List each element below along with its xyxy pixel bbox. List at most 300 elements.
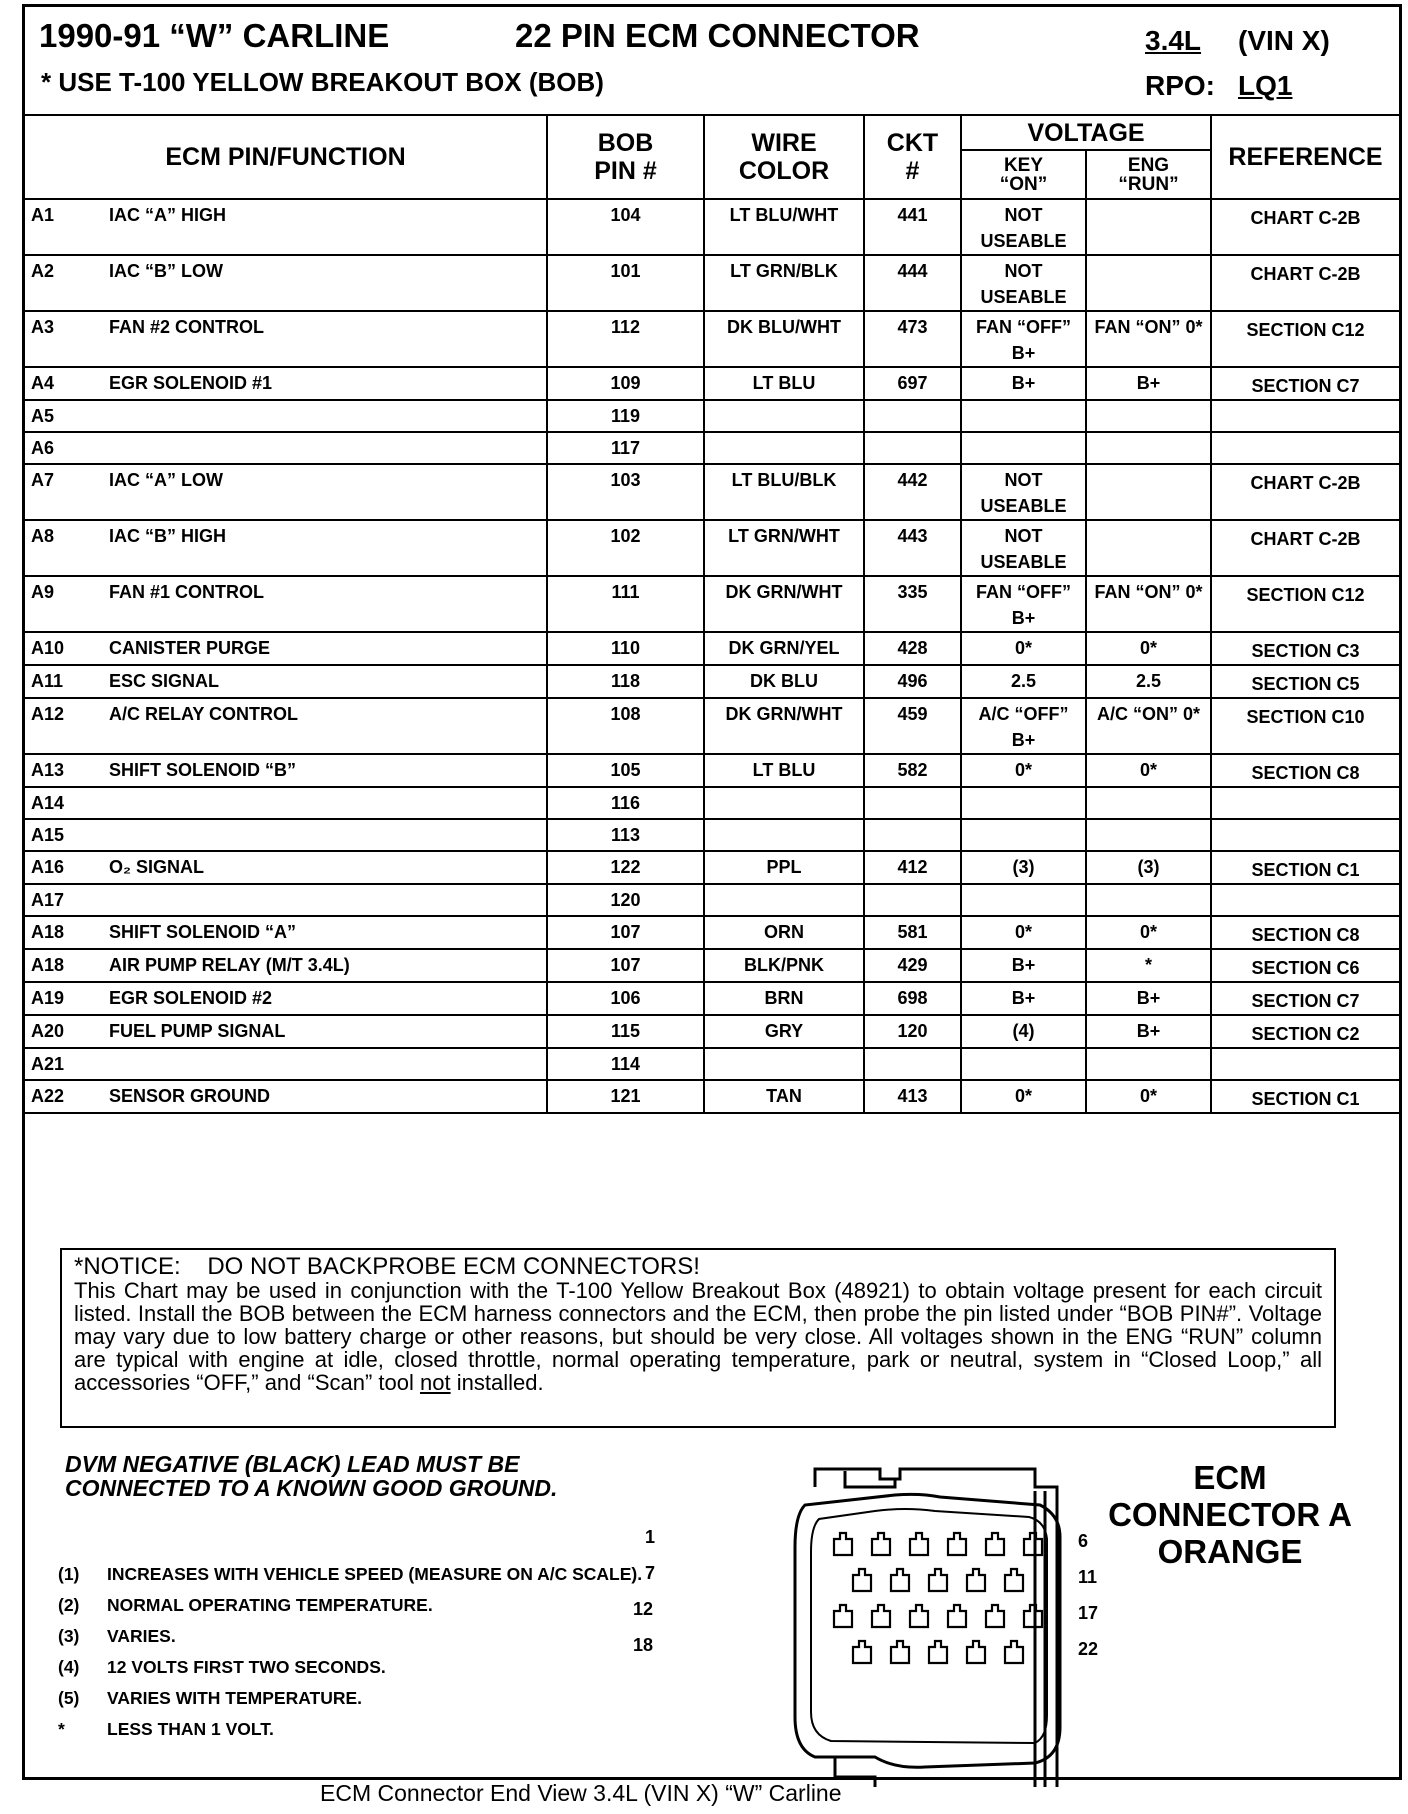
wire-color-cell-value: LT BLU xyxy=(752,373,816,393)
pin-number: A15 xyxy=(31,825,65,845)
pin-number: A18 xyxy=(31,922,65,942)
pin-label-right-2: 11 xyxy=(1078,1567,1098,1587)
pin-function: FUEL PUMP SIGNAL xyxy=(109,1021,286,1041)
reference-cell xyxy=(1211,520,1399,576)
key-on-cell-value: 0* xyxy=(1014,922,1032,942)
reference-cell xyxy=(1211,432,1399,464)
pin-function-cell xyxy=(25,884,547,916)
ckt-cell-value: 441 xyxy=(897,205,928,225)
pin-number: A9 xyxy=(31,582,55,602)
bob-pin-cell-value: 101 xyxy=(610,261,641,281)
key-on-cell-value: FAN “OFF” B+ xyxy=(976,582,1071,628)
eng-run-cell xyxy=(1086,464,1211,520)
bob-pin-cell xyxy=(547,754,704,787)
bob-pin-cell-value: 119 xyxy=(610,406,641,426)
footnotes xyxy=(58,1559,642,1745)
key-on-cell xyxy=(961,698,1086,754)
footnote-item xyxy=(58,1652,642,1683)
footnote-text: VARIES WITH TEMPERATURE. xyxy=(107,1688,363,1708)
bob-pin-cell xyxy=(547,884,704,916)
pin-function: CANISTER PURGE xyxy=(109,638,271,658)
footnote-text: NORMAL OPERATING TEMPERATURE. xyxy=(107,1595,433,1615)
table-row xyxy=(25,819,1399,851)
pin-number: A18 xyxy=(31,955,65,975)
table-row xyxy=(25,665,1399,698)
connector-label-line-3: ORANGE xyxy=(1157,1533,1303,1570)
pinout-table xyxy=(25,114,1399,1114)
eng-run-cell-value: A/C “ON” 0* xyxy=(1096,704,1201,724)
notice-body: This Chart may be used in conjunction with the T-100 Yellow Breakout Box (48921) to obtain voltage present for each circuit listed. Install the BOB between the ECM harness connectors and the ECM, then probe the pin listed under “BOB PIN#”. Voltage may vary due to low battery charge or other reasons, but should be very close. All voltages shown in the ENG “RUN” column are typical with engine at idle, closed throttle, normal operating temperature, park or neutral, system in “Closed Loop,” all accessories “OFF,” and “Scan” tool xyxy=(74,1278,1322,1395)
ckt-cell-value: 335 xyxy=(897,582,928,602)
pin-cavity xyxy=(929,1641,947,1663)
dvm-warning xyxy=(65,1452,557,1500)
connector-label-line-2: CONNECTOR A xyxy=(1108,1496,1352,1533)
wire-color-cell-value: DK GRN/WHT xyxy=(725,582,843,602)
table-row xyxy=(25,632,1399,665)
pin-label-left-3: 12 xyxy=(633,1599,654,1619)
eng-run-cell xyxy=(1086,754,1211,787)
wire-color-cell-value: BRN xyxy=(764,988,804,1008)
footnote-text: LESS THAN 1 VOLT. xyxy=(107,1719,274,1739)
wire-color-cell xyxy=(704,916,864,949)
reference-cell-value: SECTION C7 xyxy=(1251,991,1360,1011)
ckt-cell-value: 473 xyxy=(897,317,928,337)
bob-pin-cell xyxy=(547,1048,704,1080)
key-on-cell xyxy=(961,576,1086,632)
reference-cell xyxy=(1211,632,1399,665)
dvm-warning-line-2: CONNECTED TO A KNOWN GOOD GROUND. xyxy=(65,1475,558,1501)
table-row xyxy=(25,1015,1399,1048)
pin-function-cell xyxy=(25,199,547,255)
wire-color-cell xyxy=(704,665,864,698)
pin-function: SHIFT SOLENOID “A” xyxy=(109,922,297,942)
wire-color-cell-value: LT GRN/BLK xyxy=(730,261,838,281)
pin-function-cell xyxy=(25,698,547,754)
pin-label-left-1: 1 xyxy=(645,1527,656,1547)
bob-pin-cell xyxy=(547,367,704,400)
key-on-cell xyxy=(961,1048,1086,1080)
ckt-cell xyxy=(864,884,961,916)
key-on-header-text: KEY “ON” xyxy=(999,154,1048,195)
col-header-pin-function: ECM PIN/FUNCTION xyxy=(25,115,547,199)
wire-color-cell xyxy=(704,576,864,632)
col-header-voltage: VOLTAGE xyxy=(961,115,1211,150)
eng-run-cell-value: * xyxy=(1144,955,1152,975)
pin-cavity xyxy=(853,1569,871,1591)
pin-number: A7 xyxy=(31,470,55,490)
table-row xyxy=(25,754,1399,787)
col-header-ckt xyxy=(864,115,961,199)
engine-size: 3.4L xyxy=(1145,25,1202,56)
wire-color-cell xyxy=(704,199,864,255)
eng-run-cell-value: FAN “ON” 0* xyxy=(1094,317,1203,337)
wire-color-cell xyxy=(704,982,864,1015)
reference-cell xyxy=(1211,1015,1399,1048)
pin-function-cell xyxy=(25,1048,547,1080)
reference-cell-value: SECTION C3 xyxy=(1251,641,1360,661)
key-on-cell-value: B+ xyxy=(1011,988,1036,1008)
ckt-cell xyxy=(864,632,961,665)
pinout-table-body xyxy=(25,199,1399,1113)
reference-cell-value: SECTION C1 xyxy=(1251,860,1360,880)
pin-cavity xyxy=(1005,1641,1023,1663)
bob-pin-cell xyxy=(547,520,704,576)
wire-color-cell-value: TAN xyxy=(766,1086,802,1106)
wire-color-cell-value: DK BLU xyxy=(750,671,818,691)
eng-run-cell xyxy=(1086,632,1211,665)
table-row xyxy=(25,576,1399,632)
wire-color-cell xyxy=(704,632,864,665)
bob-pin-cell xyxy=(547,576,704,632)
pin-cavity xyxy=(1024,1605,1042,1627)
eng-run-cell xyxy=(1086,884,1211,916)
bob-pin-cell-value: 103 xyxy=(610,470,641,490)
table-row xyxy=(25,255,1399,311)
key-on-cell-value: (4) xyxy=(1012,1021,1035,1041)
table-row xyxy=(25,949,1399,982)
key-on-cell xyxy=(961,949,1086,982)
wire-color-cell-value: LT BLU xyxy=(752,760,816,780)
connector-title: 22 PIN ECM CONNECTOR xyxy=(515,17,920,54)
eng-run-cell xyxy=(1086,916,1211,949)
key-on-cell-value: 2.5 xyxy=(1010,671,1037,691)
ckt-cell-value: 697 xyxy=(897,373,928,393)
key-on-cell-value: 0* xyxy=(1014,1086,1032,1106)
pin-number: A10 xyxy=(31,638,65,658)
pin-function: O₂ SIGNAL xyxy=(109,857,205,877)
key-on-cell xyxy=(961,916,1086,949)
bob-pin-cell xyxy=(547,851,704,884)
pin-function-cell xyxy=(25,400,547,432)
ckt-cell xyxy=(864,819,961,851)
key-on-cell-value: 0* xyxy=(1014,638,1032,658)
bob-pin-cell-value: 115 xyxy=(610,1021,641,1041)
pin-number: A16 xyxy=(31,857,65,877)
table-row xyxy=(25,982,1399,1015)
col-header-reference: REFERENCE xyxy=(1211,115,1399,199)
pin-number: A8 xyxy=(31,526,55,546)
ckt-cell-value: 582 xyxy=(897,760,928,780)
eng-run-cell xyxy=(1086,665,1211,698)
eng-run-cell xyxy=(1086,1015,1211,1048)
pin-number: A22 xyxy=(31,1086,65,1106)
pin-cavity xyxy=(834,1533,852,1555)
pin-cavity xyxy=(872,1605,890,1627)
wire-color-cell xyxy=(704,464,864,520)
pin-number: A19 xyxy=(31,988,65,1008)
key-on-cell xyxy=(961,665,1086,698)
ckt-cell-value: 443 xyxy=(897,526,928,546)
eng-run-cell xyxy=(1086,1080,1211,1113)
eng-run-cell-value: 2.5 xyxy=(1135,671,1162,691)
eng-run-cell xyxy=(1086,1048,1211,1080)
pin-function: EGR SOLENOID #1 xyxy=(109,373,273,393)
pin-function-cell xyxy=(25,367,547,400)
eng-run-header-text: ENG “RUN” xyxy=(1118,154,1179,195)
eng-run-cell-value: 0* xyxy=(1139,760,1157,780)
key-on-cell-value: NOT USEABLE xyxy=(980,470,1067,516)
ckt-cell xyxy=(864,1015,961,1048)
pin-label-right-1: 6 xyxy=(1078,1531,1089,1551)
table-row xyxy=(25,787,1399,819)
wire-color-cell-value: DK GRN/WHT xyxy=(725,704,843,724)
ckt-cell xyxy=(864,851,961,884)
pin-label-left-4: 18 xyxy=(633,1635,654,1655)
pin-function-cell xyxy=(25,255,547,311)
bob-pin-cell xyxy=(547,1015,704,1048)
pin-cavity xyxy=(986,1533,1004,1555)
pin-number: A4 xyxy=(31,373,55,393)
eng-run-cell xyxy=(1086,255,1211,311)
reference-cell-value: SECTION C2 xyxy=(1251,1024,1360,1044)
ckt-cell-value: 459 xyxy=(897,704,928,724)
pin-cavity xyxy=(891,1641,909,1663)
ckt-header-text: CKT # xyxy=(886,129,939,185)
pin-cavity xyxy=(1005,1569,1023,1591)
pin-cavities xyxy=(834,1533,1042,1663)
key-on-cell xyxy=(961,464,1086,520)
reference-cell xyxy=(1211,665,1399,698)
pin-function-cell xyxy=(25,982,547,1015)
wire-color-cell-value: LT BLU/BLK xyxy=(731,470,837,490)
eng-run-cell xyxy=(1086,787,1211,819)
eng-run-cell xyxy=(1086,819,1211,851)
pin-number: A21 xyxy=(31,1054,65,1074)
bob-pin-cell xyxy=(547,432,704,464)
wire-color-cell xyxy=(704,520,864,576)
reference-cell-value: CHART C-2B xyxy=(1250,529,1361,549)
key-on-cell xyxy=(961,819,1086,851)
col-header-wire-color xyxy=(704,115,864,199)
wire-color-cell xyxy=(704,884,864,916)
bob-pin-cell xyxy=(547,982,704,1015)
footnote-text: 12 VOLTS FIRST TWO SECONDS. xyxy=(107,1657,386,1677)
footnote-key: (2) xyxy=(58,1595,80,1615)
notice-title: *NOTICE: DO NOT BACKPROBE ECM CONNECTORS! xyxy=(74,1253,700,1280)
ckt-cell xyxy=(864,949,961,982)
key-on-cell-value: A/C “OFF” B+ xyxy=(978,704,1069,750)
reference-cell-value: SECTION C7 xyxy=(1251,376,1360,396)
eng-run-cell-value: B+ xyxy=(1136,373,1161,393)
dvm-warning-line-1: DVM NEGATIVE (BLACK) LEAD MUST BE xyxy=(65,1451,520,1477)
pin-function-cell xyxy=(25,1015,547,1048)
key-on-cell xyxy=(961,255,1086,311)
bob-pin-cell-value: 107 xyxy=(610,922,641,942)
reference-cell-value: SECTION C8 xyxy=(1251,925,1360,945)
footnote-key: (3) xyxy=(58,1626,80,1646)
bob-pin-cell-value: 113 xyxy=(610,825,641,845)
eng-run-cell-value: 0* xyxy=(1139,1086,1157,1106)
bob-pin-cell xyxy=(547,464,704,520)
bob-pin-cell xyxy=(547,199,704,255)
footnote-item xyxy=(58,1714,642,1745)
footnote-key: * xyxy=(58,1719,65,1739)
pin-number: A20 xyxy=(31,1021,65,1041)
reference-cell xyxy=(1211,199,1399,255)
ckt-cell xyxy=(864,311,961,367)
eng-run-cell-value: FAN “ON” 0* xyxy=(1094,582,1203,602)
ckt-cell xyxy=(864,520,961,576)
ckt-cell-value: 442 xyxy=(897,470,928,490)
ckt-cell-value: 429 xyxy=(897,955,928,975)
ecm-connector-diagram xyxy=(735,1457,1105,1787)
eng-run-cell-value: 0* xyxy=(1139,922,1157,942)
footnote-item xyxy=(58,1683,642,1714)
bob-pin-cell xyxy=(547,1080,704,1113)
key-on-cell xyxy=(961,754,1086,787)
pin-cavity xyxy=(891,1569,909,1591)
eng-run-cell xyxy=(1086,311,1211,367)
pin-function-cell xyxy=(25,787,547,819)
pin-function: A/C RELAY CONTROL xyxy=(109,704,299,724)
wire-color-cell xyxy=(704,432,864,464)
wire-color-cell xyxy=(704,851,864,884)
pin-number: A3 xyxy=(31,317,55,337)
bob-pin-cell-value: 117 xyxy=(610,438,641,458)
pin-function: AIR PUMP RELAY (M/T 3.4L) xyxy=(109,955,350,975)
wire-color-cell-value: GRY xyxy=(764,1021,804,1041)
ckt-cell xyxy=(864,432,961,464)
pin-number: A12 xyxy=(31,704,65,724)
bob-pin-header-text: BOB PIN # xyxy=(594,129,657,185)
bob-pin-cell-value: 105 xyxy=(610,760,641,780)
footnote-key: (1) xyxy=(58,1564,80,1584)
table-row xyxy=(25,698,1399,754)
reference-cell xyxy=(1211,916,1399,949)
key-on-cell-value: FAN “OFF” B+ xyxy=(976,317,1071,363)
reference-cell xyxy=(1211,464,1399,520)
wire-color-cell-value: PPL xyxy=(766,857,802,877)
wire-color-cell xyxy=(704,754,864,787)
pin-number: A17 xyxy=(31,890,65,910)
key-on-cell xyxy=(961,400,1086,432)
pin-number: A6 xyxy=(31,438,55,458)
reference-cell-value: SECTION C8 xyxy=(1251,763,1360,783)
wire-color-cell-value: LT BLU/WHT xyxy=(729,205,839,225)
ckt-cell xyxy=(864,255,961,311)
ckt-cell-value: 120 xyxy=(897,1021,928,1041)
bob-pin-cell xyxy=(547,311,704,367)
figure-caption: ECM Connector End View 3.4L (VIN X) “W” Carline xyxy=(320,1780,842,1806)
bob-pin-cell xyxy=(547,255,704,311)
pin-function-cell xyxy=(25,464,547,520)
pin-function-cell xyxy=(25,432,547,464)
key-on-cell-value: B+ xyxy=(1011,955,1036,975)
table-row xyxy=(25,464,1399,520)
bob-pin-cell xyxy=(547,819,704,851)
notice-body-end: installed. xyxy=(450,1370,544,1395)
ckt-cell-value: 444 xyxy=(897,261,928,281)
connector-label xyxy=(1105,1459,1355,1570)
reference-cell-value: SECTION C6 xyxy=(1251,958,1360,978)
reference-cell xyxy=(1211,400,1399,432)
table-row xyxy=(25,520,1399,576)
reference-cell xyxy=(1211,576,1399,632)
eng-run-cell xyxy=(1086,367,1211,400)
bob-pin-cell xyxy=(547,916,704,949)
pin-number: A11 xyxy=(31,671,64,691)
pin-label-right-4: 22 xyxy=(1078,1639,1099,1659)
pin-function-cell xyxy=(25,851,547,884)
eng-run-cell-value: (3) xyxy=(1137,857,1160,877)
footnote-key: (5) xyxy=(58,1688,80,1708)
footnote-text: INCREASES WITH VEHICLE SPEED (MEASURE ON A/C SCALE). xyxy=(107,1564,643,1584)
wire-color-cell xyxy=(704,698,864,754)
bob-pin-cell-value: 111 xyxy=(611,582,640,602)
key-on-cell-value: NOT USEABLE xyxy=(980,205,1067,251)
col-header-eng-run xyxy=(1086,150,1211,199)
col-header-key-on xyxy=(961,150,1086,199)
reference-cell xyxy=(1211,851,1399,884)
pin-cavity xyxy=(948,1533,966,1555)
reference-cell xyxy=(1211,884,1399,916)
pin-number: A2 xyxy=(31,261,55,281)
pin-function-cell xyxy=(25,576,547,632)
key-on-cell xyxy=(961,520,1086,576)
bob-pin-cell xyxy=(547,400,704,432)
pin-cavity xyxy=(967,1569,985,1591)
table-row xyxy=(25,199,1399,255)
pin-function: ESC SIGNAL xyxy=(109,671,220,691)
wire-color-cell-value: DK GRN/YEL xyxy=(728,638,840,658)
pin-cavity xyxy=(853,1641,871,1663)
eng-run-cell xyxy=(1086,400,1211,432)
pin-function-cell xyxy=(25,949,547,982)
connector-label-line-1: ECM xyxy=(1193,1459,1267,1496)
key-on-cell xyxy=(961,851,1086,884)
reference-cell xyxy=(1211,787,1399,819)
reference-cell xyxy=(1211,698,1399,754)
bob-pin-cell-value: 122 xyxy=(610,857,641,877)
eng-run-cell-value: B+ xyxy=(1136,988,1161,1008)
pin-cavity xyxy=(910,1533,928,1555)
pin-label-right-3: 17 xyxy=(1078,1603,1099,1623)
ckt-cell xyxy=(864,199,961,255)
wire-color-cell xyxy=(704,400,864,432)
reference-cell-value: SECTION C1 xyxy=(1251,1089,1360,1109)
pin-cavity xyxy=(910,1605,928,1627)
ckt-cell xyxy=(864,1080,961,1113)
pin-function-cell xyxy=(25,311,547,367)
bob-pin-cell-value: 121 xyxy=(610,1086,641,1106)
key-on-cell xyxy=(961,787,1086,819)
bob-pin-cell xyxy=(547,787,704,819)
ckt-cell xyxy=(864,665,961,698)
bob-pin-cell-value: 116 xyxy=(610,793,641,813)
eng-run-cell xyxy=(1086,199,1211,255)
pin-number: A1 xyxy=(31,205,55,225)
reference-cell xyxy=(1211,754,1399,787)
key-on-cell xyxy=(961,432,1086,464)
bob-note: * USE T-100 YELLOW BREAKOUT BOX (BOB) xyxy=(41,67,604,97)
pin-function: SHIFT SOLENOID “B” xyxy=(109,760,297,780)
ckt-cell xyxy=(864,1048,961,1080)
chart-page xyxy=(22,4,1402,1780)
pin-cavity xyxy=(986,1605,1004,1627)
key-on-cell xyxy=(961,884,1086,916)
wire-color-cell-value: DK BLU/WHT xyxy=(727,317,841,337)
wire-color-cell xyxy=(704,819,864,851)
eng-run-cell xyxy=(1086,576,1211,632)
ckt-cell xyxy=(864,982,961,1015)
wire-color-cell xyxy=(704,949,864,982)
pin-cavity xyxy=(1024,1533,1042,1555)
pin-function-cell xyxy=(25,819,547,851)
ckt-cell-value: 581 xyxy=(897,922,928,942)
ckt-cell-value: 698 xyxy=(897,988,928,1008)
ckt-cell xyxy=(864,916,961,949)
key-on-cell xyxy=(961,199,1086,255)
